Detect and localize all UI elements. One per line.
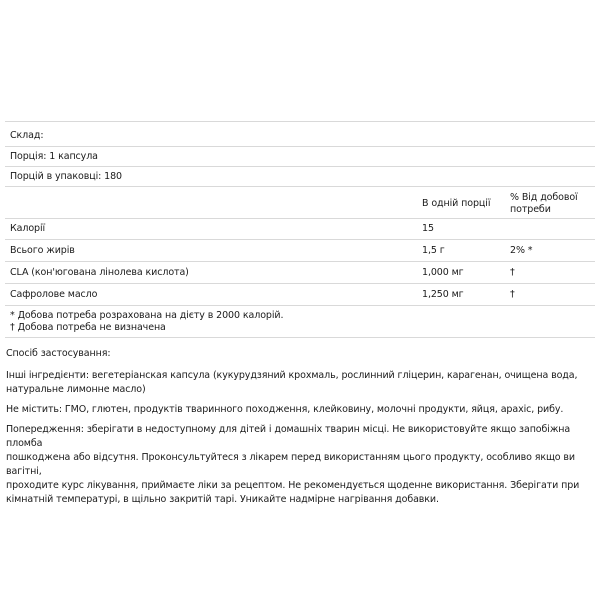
- row-calories-amount: 15: [422, 223, 434, 234]
- serving-size: Порція: 1 капсула: [10, 151, 98, 162]
- row-total-fat-name: Всього жирів: [10, 245, 75, 256]
- divider: [5, 261, 595, 262]
- does-not-contain: Не містить: ГМО, глютен, продуктів тваринного походження, клейковину, молочні продукти, яйця, арахіс, рибу.: [6, 404, 564, 415]
- warning: [6, 423, 581, 507]
- other-ingredients: [6, 369, 581, 397]
- divider: [5, 337, 595, 338]
- row-safflower-name: Сафролове масло: [10, 289, 98, 300]
- row-calories-name: Калорії: [10, 223, 46, 234]
- divider: [5, 283, 595, 284]
- row-total-fat-amount: 1,5 г: [422, 245, 445, 256]
- row-cla-name: CLA (кон'югована лінолева кислота): [10, 267, 189, 278]
- divider: [5, 218, 595, 219]
- other-ingredients-line: натуральне лимонне масло): [6, 384, 146, 395]
- warning-line: кімнатній температурі, в щільно закритій тарі. Уникайте надмірне нагрівання добавки.: [6, 494, 439, 505]
- footnote-daily-value: * Добова потреба розрахована на дієту в 2000 калорій.: [10, 310, 284, 321]
- footnote-not-established: † Добова потреба не визначена: [10, 322, 166, 333]
- divider: [5, 305, 595, 306]
- other-ingredients-line: Інші інгредієнти: вегетеріанская капсула (кукурудзяний крохмаль, рослинний гліцерин, карагенан, очищена вода,: [6, 370, 578, 381]
- composition-label: Склад:: [10, 130, 44, 141]
- divider: [5, 146, 595, 147]
- warning-line: Попередження: зберігати в недоступному для дітей і домашніх тварин місці. Не використовуйте якщо запобіжна пломба: [6, 424, 571, 449]
- header-per-serving: В одній порції: [422, 198, 491, 209]
- warning-line: проходите курс лікування, приймаєте ліки за рецептом. Не рекомендується щоденне використання. Зберігати при: [6, 480, 580, 491]
- row-total-fat-dv: 2% *: [510, 245, 533, 256]
- divider: [5, 239, 595, 240]
- divider: [5, 166, 595, 167]
- usage-heading: Спосіб застосування:: [6, 348, 111, 359]
- row-cla-dv: †: [510, 267, 515, 278]
- servings-per-container: Порцій в упаковці: 180: [10, 171, 122, 182]
- warning-line: пошкоджена або відсутня. Проконсультуйтеся з лікарем перед використанням цього продукту, особливо якщо ви вагітні,: [6, 452, 576, 477]
- header-daily-value: % Від добової: [510, 192, 578, 203]
- row-safflower-amount: 1,250 мг: [422, 289, 464, 300]
- divider: [5, 186, 595, 187]
- row-safflower-dv: †: [510, 289, 515, 300]
- row-cla-amount: 1,000 мг: [422, 267, 464, 278]
- divider: [5, 121, 595, 122]
- header-daily-value-2: потреби: [510, 204, 551, 215]
